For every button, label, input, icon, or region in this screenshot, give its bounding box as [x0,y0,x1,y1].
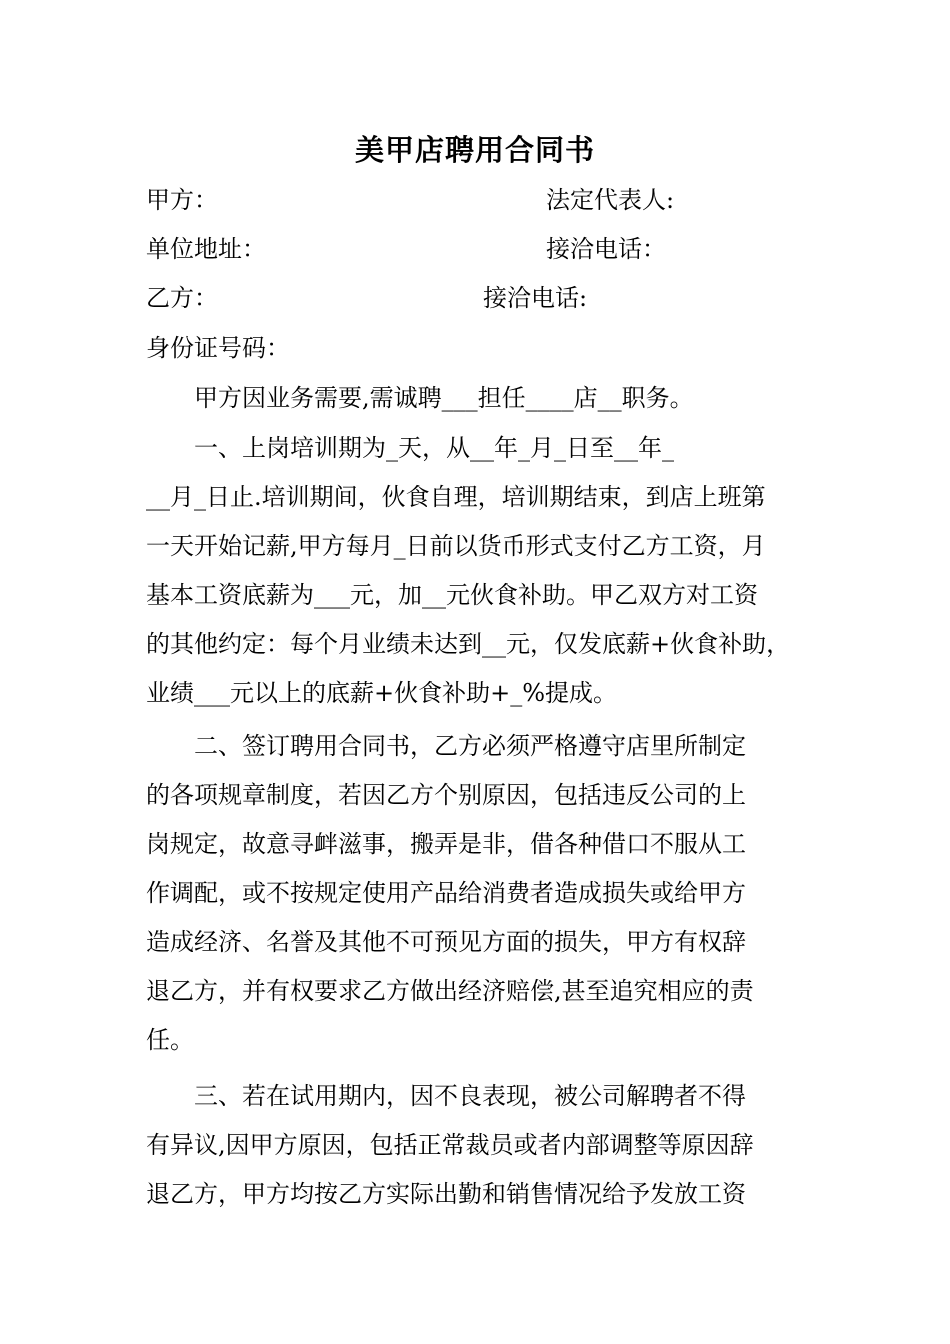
address-label: 单位地址： [146,235,266,263]
clause-3-paragraph [146,1072,826,1219]
id-number-label: 身份证号码： [146,334,290,362]
intro-paragraph [146,374,826,423]
clause-2-line: 任。 [146,1026,194,1054]
clause-2-line: 岗规定，故意寻衅滋事，搬弄是非，借各种借口不服从工 [146,830,746,858]
clause-3-line: 退乙方，甲方均按乙方实际出勤和销售情况给予发放工资 [146,1180,746,1208]
clause-1-line: 基本工资底薪为___元，加__元伙食补助。甲乙双方对工资 [146,581,758,609]
clause-1-line: 一天开始记薪,甲方每月_日前以货币形式支付乙方工资，月 [146,532,766,560]
clause-1-line: 业绩___元以上的底薪+伙食补助+_%提成。 [146,679,618,707]
clause-3-line: 有异议,因甲方原因，包括正常裁员或者内部调整等原因辞 [146,1131,754,1159]
party-a-label: 甲方： [146,186,218,214]
clause-1-line: __月_日止.培训期间，伙食自理，培训期结束，到店上班第 [146,483,766,511]
clause-2-line: 的各项规章制度，若因乙方个别原因，包括违反公司的上 [146,781,746,809]
clause-2-paragraph [146,722,826,1065]
clause-1-paragraph [146,424,826,718]
clause-2-line: 二、签订聘用合同书，乙方必须严格遵守店里所制定 [194,732,746,760]
contact-phone-b-label: 接洽电话: [483,284,588,312]
contact-phone-a-label: 接洽电话： [546,235,666,263]
party-b-label: 乙方： [146,284,218,312]
clause-2-line: 退乙方，并有权要求乙方做出经济赔偿,甚至追究相应的责 [146,977,754,1005]
clause-3-line: 三、若在试用期内，因不良表现，被公司解聘者不得 [194,1082,746,1110]
legal-rep-label: 法定代表人: [546,186,675,214]
clause-2-line: 造成经济、名誉及其他不可预见方面的损失，甲方有权辞 [146,928,746,956]
intro-line: 甲方因业务需要,需诚聘___担任____店__职务。 [194,384,694,412]
clause-2-line: 作调配，或不按规定使用产品给消费者造成损失或给甲方 [146,879,746,907]
document-title: 美甲店聘用合同书 [354,133,595,167]
clause-1-line: 的其他约定：每个月业绩未达到__元，仅发底薪+伙食补助， [146,630,791,658]
clause-1-line: 一、上岗培训期为_天，从__年_月_日至__年_ [194,434,674,462]
